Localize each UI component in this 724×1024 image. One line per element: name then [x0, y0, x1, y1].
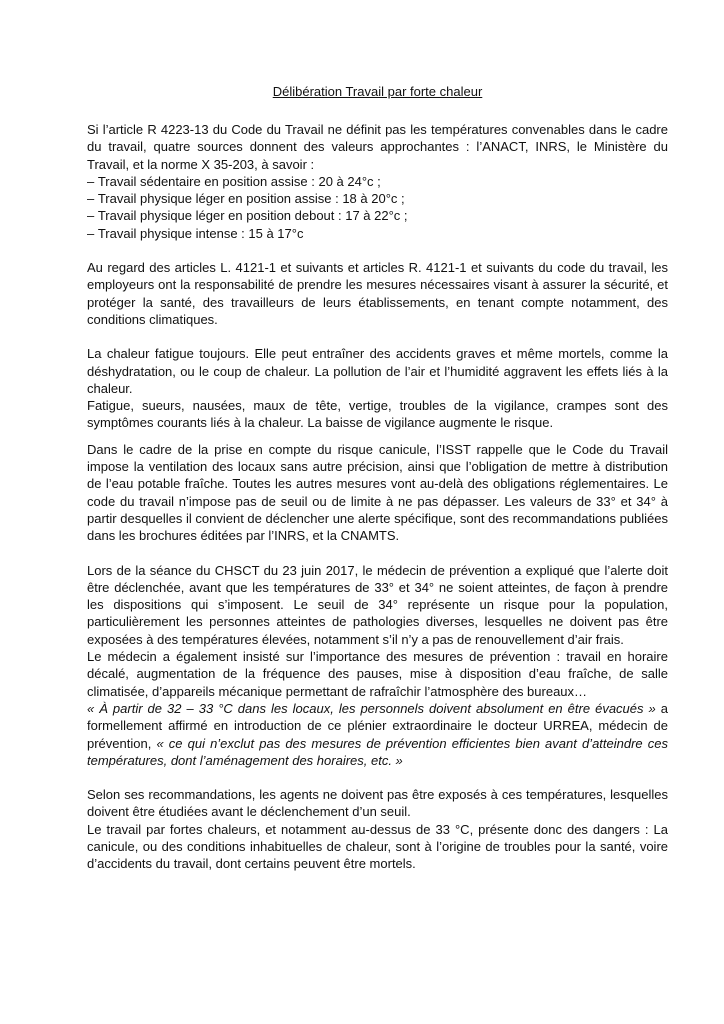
paragraph-isst: Dans le cadre de la prise en compte du risque canicule, l’ISST rappelle que le Code du Travail impose la ventilation des locaux sans autre précision, ainsi que l’obligation de mettre à distribution de l’eau potable fraîche. Toutes les autres mesures vont au-delà des obligations réglementaires. Le code du travail n’impose pas de seuil ou de limite à ne pas dépasser. Les valeurs de 33° et 34° à partir desquelles il convient de déclencher une alerte spécifique, sont des recommandations publiées dans les brochures éditées par l’INRS, et la CNAMTS.	[87, 441, 669, 544]
quote-prevention: « ce qui n’exclut pas des mesures de prévention efficientes bien avant d’atteindre ces températures, dont l’aménagement des horaires, etc. »	[87, 735, 668, 768]
quote-attribution: a formellement affirmé en introduction de ce plénier extraordinaire le docteur URREA, médecin de prévention,	[87, 700, 668, 751]
list-item: – Travail physique léger en position assise : 18 à 20°c ;	[87, 190, 668, 207]
list-item: – Travail physique léger en position debout : 17 à 22°c ;	[87, 207, 668, 224]
document-title: Délibération Travail par forte chaleur	[272, 84, 483, 99]
paragraph-quote	[87, 700, 668, 769]
paragraph-heat-effects: La chaleur fatigue toujours. Elle peut entraîner des accidents graves et même mortels, comme la déshydratation, ou le coup de chaleur. La pollution de l’air et l’humidité aggravent les effets liés à la chaleur.	[87, 346, 668, 396]
spacer	[87, 242, 668, 259]
spacer	[87, 432, 668, 441]
paragraph-recommendations: Selon ses recommandations, les agents ne doivent pas être exposés à ces températures, lesquelles doivent être étudiées avant le déclenchement d’un seuil.	[87, 787, 668, 820]
paragraph-chsct: Lors de la séance du CHSCT du 23 juin 2017, le médecin de prévention a expliqué que l’alerte doit être déclenchée, avant que les températures de 33° et 34° ne soient atteintes, de façon à prendre les dispositions qui s’imposent. Le seuil de 34° représente un risque pour la population, particulièrement les personnes atteintes de pathologies diverses, lesquelles ne doivent pas être exposées à des températures élevées, notamment s’il n’y a pas de renouvellement d’air frais.	[87, 562, 668, 647]
spacer	[87, 328, 668, 345]
paragraph-prevention: Le médecin a également insisté sur l’importance des mesures de prévention : travail en horaire décalé, augmentation de la fréquence des pauses, mise à disposition d’eau fraîche, de salle climatisée, d’appareils mécanique permettant de rafraîchir l’atmosphère des bureaux…	[87, 649, 668, 699]
paragraph-intro: Si l’article R 4223-13 du Code du Travail ne définit pas les températures convenables dans le cadre du travail, quatre sources donnent des valeurs approchantes : l’ANACT, INRS, le Ministère du Travail, et la norme X 35-203, à savoir :	[87, 122, 668, 172]
list-item: – Travail sédentaire en position assise : 20 à 24°c ;	[87, 173, 668, 190]
spacer	[87, 545, 668, 562]
temperature-list	[87, 173, 668, 242]
paragraph-legal: Au regard des articles L. 4121-1 et suivants et articles R. 4121-1 et suivants du code du travail, les employeurs ont la responsabilité de prendre les mesures nécessaires visant à assurer la sécurité, et protéger la santé, des travailleurs de leurs établissements, en tenant compte notamment, des conditions climatiques.	[87, 260, 668, 327]
list-item: – Travail physique intense : 15 à 17°c	[87, 225, 668, 242]
paragraph-symptoms: Fatigue, sueurs, nausées, maux de tête, vertige, troubles de la vigilance, crampes sont des symptômes courants liés à la chaleur. La baisse de vigilance augmente le risque.	[87, 398, 668, 431]
paragraph-dangers: Le travail par fortes chaleurs, et notamment au-dessus de 33 °C, présente donc des dangers : La canicule, ou des conditions inhabituelles de chaleur, sont à l’origine de troubles pour la santé, voire d’accidents du travail, dont certains peuvent être mortels.	[87, 821, 668, 872]
quote-evacuation: « À partir de 32 – 33 °C dans les locaux, les personnels doivent absolument en être évacués »	[87, 700, 656, 716]
spacer	[87, 769, 668, 786]
